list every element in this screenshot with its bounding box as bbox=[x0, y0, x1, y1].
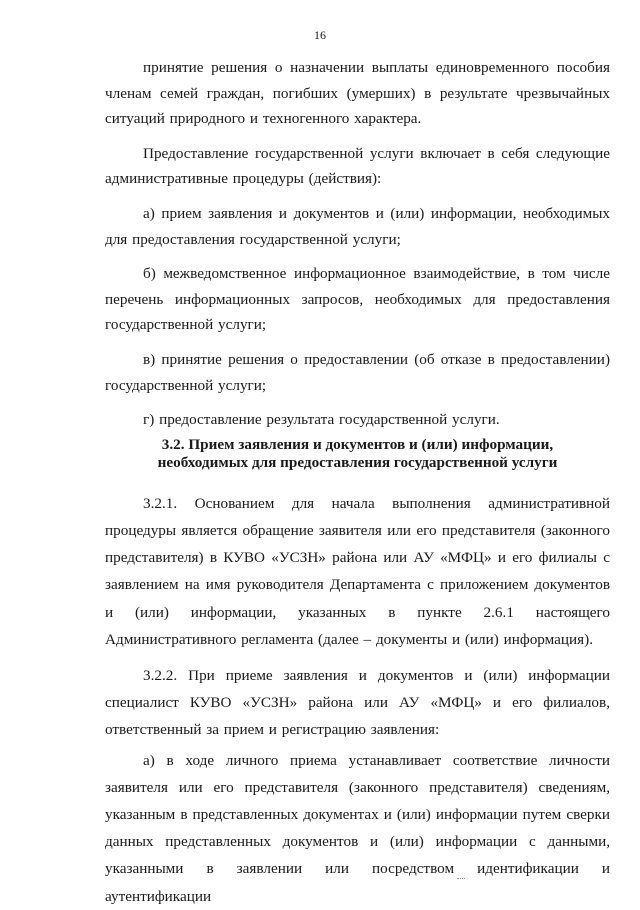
paragraph-payment-decision: принятие решения о назначении выплаты единовременного пособия членам семей граждан, погибших (умерших) в результате чрезвычайных ситуаций природного и техногенного характера. bbox=[105, 59, 610, 128]
page-number: 16 bbox=[314, 28, 326, 42]
list-item-v: в) принятие решения о предоставлении (об отказе в предоставлении) государственной услуги; bbox=[105, 350, 610, 394]
section-heading-line-1: 3.2. Прием заявления и документов и (или) информации, bbox=[161, 435, 554, 453]
list-item-g: г) предоставление результата государственной услуги. bbox=[143, 411, 500, 429]
section-heading-line-2: необходимых для предоставления государственной услуги bbox=[157, 454, 558, 472]
paragraph-procedures-intro: Предоставление государственной услуги включает в себя следующие административные процедуры (действия): bbox=[105, 144, 610, 188]
paragraph-3-2-2: 3.2.2. При приеме заявления и документов и (или) информации специалист КУВО «УСЗН» района или АУ «МФЦ» и его филиалов, ответственный за прием и регистрацию заявления: bbox=[105, 666, 610, 739]
paragraph-3-2-1: 3.2.1. Основанием для начала выполнения административной процедуры является обращение заявителя или его представителя (законного представителя) в КУВО «УСЗН» района или АУ «МФЦ» и его филиалы с заявлением на имя руководителя Департамента с приложением документов и (или) информации, указанных в пункте 2.6.1 настоящего Административного регламента (далее – документы и (или) информация). bbox=[105, 494, 610, 648]
section-heading bbox=[105, 436, 610, 473]
scan-mark bbox=[457, 878, 465, 889]
paragraph-personal-reception: а) в ходе личного приема устанавливает соответствие личности заявителя или его представителя (законного представителя) сведениям, указанным в представленных документах и (или) информации путем сверки данных представленных документов и (или) информации с данными, указанными в заявлении или посредством идентификации и аутентификации bbox=[105, 751, 610, 905]
document-body bbox=[105, 55, 610, 910]
list-item-a: а) прием заявления и документов и (или) информации, необходимых для предоставления государственной услуги; bbox=[105, 204, 610, 248]
list-item-b: б) межведомственное информационное взаимодействие, в том числе перечень информационных запросов, необходимых для предоставления государственной услуги; bbox=[105, 265, 610, 334]
